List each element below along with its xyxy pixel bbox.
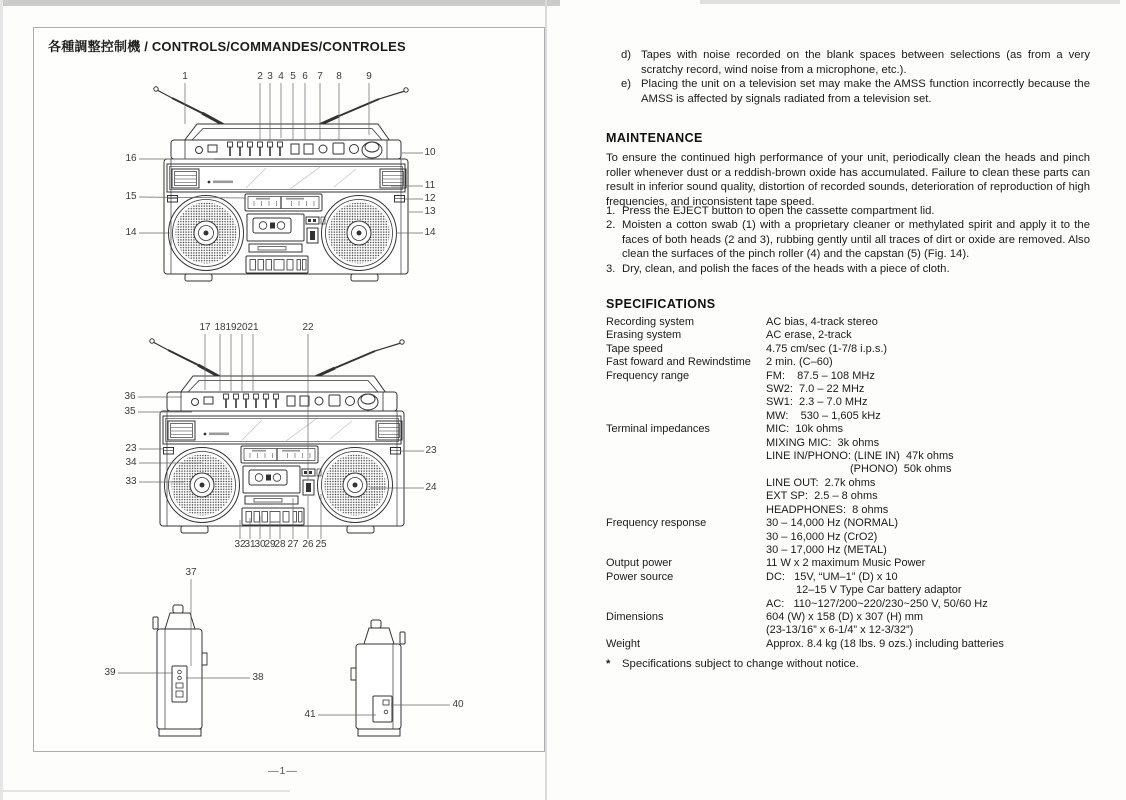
list-marker: d) (621, 49, 632, 61)
figure-callout-38: 38 (252, 672, 264, 683)
figure-callout-36: 36 (124, 391, 136, 402)
spec-row (606, 356, 1090, 369)
list-item (621, 48, 1090, 77)
figure-callout-13: 13 (424, 206, 436, 217)
figure-callout-8: 8 (336, 71, 342, 82)
spec-row (606, 517, 1090, 557)
figure-callout-41: 41 (304, 709, 316, 720)
figure-callouts (34, 28, 544, 751)
figure-callout-29: 29 (264, 539, 276, 550)
list-item (621, 77, 1090, 106)
spec-value: MIC: 10k ohms MIXING MIC: 3k ohms LINE IN/PHONO: (LINE IN) 47k ohms (PHONO) 50k ohms LINE OUT: 2.7k ohms EXT SP: 2.5 – 8 ohms HEADPHONES: 8 ohms (766, 423, 954, 516)
spec-value: 4.75 cm/sec (1-7/8 i.p.s.) (766, 342, 888, 355)
figure-callout-26: 26 (302, 539, 314, 550)
page-gutter-line (545, 0, 547, 800)
footnote-marker: * (606, 658, 611, 670)
figure-callout-32: 32 (234, 539, 246, 550)
figure-callout-16: 16 (125, 153, 137, 164)
figure-callout-39: 39 (104, 667, 116, 678)
list-text: Tapes with noise recorded on the blank spaces between selections (as from a very scratchy record, wind noise from a microphone, etc.). (641, 49, 1090, 76)
figure-callout-7: 7 (317, 71, 323, 82)
figure-callout-1: 1 (182, 71, 188, 82)
spec-value: AC bias, 4-track stereo (766, 316, 878, 328)
scan-artifact (0, 790, 290, 792)
maintenance-heading: MAINTENANCE (606, 131, 703, 145)
figure-callout-11: 11 (424, 180, 436, 191)
spec-row (606, 370, 1090, 424)
spec-value: AC erase, 2-track (766, 329, 852, 342)
scan-artifact (0, 0, 560, 6)
figure-callout-15: 15 (125, 191, 137, 202)
spec-value: DC: 15V, “UM–1” (D) x 10 12–15 V Type Car battery adaptor AC: 110~127/200~220/230~250 V, 50/60 Hz (766, 570, 988, 610)
figure-callout-18: 18 (214, 322, 226, 333)
spec-label: Tape speed (606, 342, 663, 355)
spec-row (606, 343, 1090, 356)
page-number: —1— (268, 765, 298, 777)
figure-callout-23: 23 (125, 443, 137, 454)
step-marker: 2. (606, 219, 616, 232)
figure-callout-28: 28 (274, 539, 286, 550)
spec-row (606, 571, 1090, 611)
figure-callout-34: 34 (125, 457, 137, 468)
figure-callout-31: 31 (244, 539, 256, 550)
right-page (606, 0, 1090, 800)
step-item (606, 204, 1090, 218)
spec-label: Fast foward and Rewindstime (606, 356, 751, 369)
step-text: Dry, clean, and polish the faces of the heads with a piece of cloth. (622, 262, 950, 275)
figure-callout-4: 4 (278, 71, 284, 82)
spec-value: 2 min. (C–60) (766, 356, 833, 369)
spec-value: 11 W x 2 maximum Music Power (766, 557, 926, 570)
step-marker: 1. (606, 205, 616, 217)
figure-callout-10: 10 (424, 147, 436, 158)
figure-callout-6: 6 (302, 71, 308, 82)
notes-list (606, 48, 1090, 106)
left-page (33, 27, 545, 752)
spec-value: 30 – 14,000 Hz (NORMAL) 30 – 16,000 Hz (CrO2) 30 – 17,000 Hz (METAL) (766, 517, 899, 556)
figure-callout-27: 27 (287, 539, 299, 550)
spec-value: 604 (W) x 158 (D) x 307 (H) mm (23-13/16” x 6-1/4” x 12-3/32”) (766, 610, 924, 637)
figure-callout-23: 23 (425, 445, 437, 456)
spec-footnote (606, 657, 1090, 671)
figure-callout-25: 25 (315, 539, 327, 550)
spec-label: Output power (606, 557, 673, 570)
spec-label: Terminal impedances (606, 423, 710, 436)
spec-row (606, 557, 1090, 570)
list-marker: e) (621, 78, 632, 91)
figure-callout-14: 14 (125, 227, 137, 238)
step-item (606, 262, 1090, 276)
figure-callout-21: 21 (247, 322, 259, 333)
spec-label: Power source (606, 570, 674, 583)
page-title: 各種調整控制機 / CONTROLS/COMMANDES/CONTROLES (48, 39, 406, 54)
figure-callout-12: 12 (424, 193, 436, 204)
figure-callout-30: 30 (254, 539, 266, 550)
spec-label: Dimensions (606, 610, 664, 623)
step-text: Press the EJECT button to open the cassette compartment lid. (622, 205, 935, 217)
specifications-table (606, 316, 1090, 651)
spec-value: FM: 87.5 – 108 MHz SW2: 7.0 – 22 MHz SW1: 2.3 – 7.0 MHz MW: 530 – 1,605 kHz (766, 369, 881, 422)
spec-row (606, 329, 1090, 342)
spec-row (606, 638, 1090, 651)
footnote-text: Specifications subject to change without notice. (622, 658, 859, 670)
specifications-heading: SPECIFICATIONS (606, 297, 716, 311)
maintenance-intro: To ensure the continued high performance of your unit, periodically clean the heads and pinch roller whenever dust or a reddish-brown oxide has accumulated. Failure to clean these parts can result in inferior sound quality, distortion of recorded sounds, deterioration of reproduction of high frequencies, and inconsistent tape speed. (606, 152, 1090, 208)
figure-callout-17: 17 (199, 322, 211, 333)
spec-value: Approx. 8.4 kg (18 lbs. 9 ozs.) including batteries (766, 637, 1004, 650)
spec-label: Weight (606, 637, 641, 650)
step-item (606, 218, 1090, 261)
step-text: Moisten a cotton swab (1) with a proprietary cleaner or methylated spirit and apply it to the faces of both heads (2 and 3), rubbing gently until all traces of dirt or oxide are removed. Also clean the surfaces of the pinch roller (4) and the capstan (5) (Fig. 14). (622, 219, 1090, 261)
figure-callout-20: 20 (236, 322, 248, 333)
spec-label: Recording system (606, 316, 695, 328)
figure-callout-9: 9 (366, 71, 372, 82)
spec-label: Frequency response (606, 517, 707, 530)
figure-callout-14: 14 (424, 227, 436, 238)
figure-callout-24: 24 (425, 482, 437, 493)
list-text: Placing the unit on a television set may make the AMSS function incorrectly because the AMSS is affected by signals radiated from a television set. (641, 78, 1090, 105)
spec-row (606, 423, 1090, 517)
figure-callout-33: 33 (125, 476, 137, 487)
step-marker: 3. (606, 262, 616, 275)
scan-artifact (0, 0, 3, 800)
figure-callout-40: 40 (452, 699, 464, 710)
spec-label: Erasing system (606, 329, 682, 342)
maintenance-steps (606, 204, 1090, 276)
spec-label: Frequency range (606, 369, 690, 382)
figure-callout-3: 3 (267, 71, 273, 82)
spec-row (606, 316, 1090, 329)
figure-callout-22: 22 (302, 322, 314, 333)
figure-callout-37: 37 (185, 567, 197, 578)
figure-callout-19: 19 (225, 322, 237, 333)
spec-row (606, 611, 1090, 638)
figure-callout-35: 35 (124, 406, 136, 417)
figure-callout-2: 2 (257, 71, 263, 82)
figure-callout-5: 5 (290, 71, 296, 82)
